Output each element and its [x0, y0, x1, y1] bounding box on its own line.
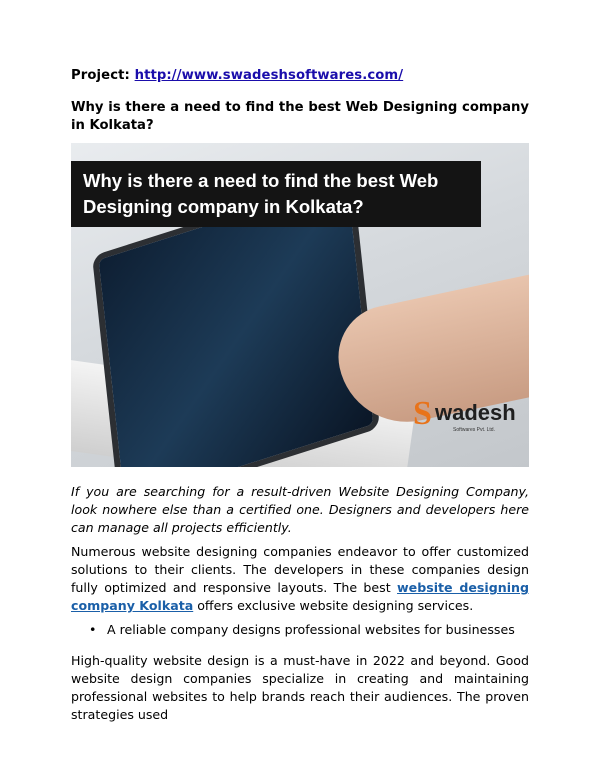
website-designing-company-link[interactable]: website designing company Kolkata — [71, 580, 529, 613]
page-heading: Why is there a need to find the best Web Designing company in Kolkata? — [71, 100, 529, 133]
project-line — [71, 68, 403, 83]
paragraph-2-before: Numerous website designing companies endeavor to offer customized solutions to their clients. The developers in these companies design fully optimized and responsive layouts. The best — [71, 544, 529, 595]
bullet-text: A reliable company designs professional websites for businesses — [107, 622, 515, 637]
hero-banner-line2: Designing company in Kolkata? — [83, 196, 364, 217]
logo-name: wadesh — [435, 400, 516, 425]
paragraph-3: High-quality website design is a must-have in 2022 and beyond. Good website design companies specialize in creating and maintaining professional websites to help brands reach their audiences. The proven strategies used — [71, 653, 529, 722]
bullet-dot-icon: • — [89, 622, 97, 637]
swadesh-logo — [411, 395, 521, 445]
hero-banner — [71, 161, 481, 227]
intro-paragraph: If you are searching for a result-driven Website Designing Company, look nowhere else than a certified one. Designers and developers here can manage all projects efficiently. — [71, 484, 529, 535]
paragraph-2-after: offers exclusive website designing services. — [193, 598, 474, 613]
logo-initial: S — [413, 395, 432, 432]
hero-image — [71, 143, 529, 467]
logo-subtitle: Softwares Pvt. Ltd. — [453, 427, 495, 433]
hero-banner-line1: Why is there a need to find the best Web — [83, 170, 439, 191]
project-url-link[interactable]: http://www.swadeshsoftwares.com/ — [134, 68, 404, 83]
paragraph-2 — [71, 543, 529, 615]
project-label: Project: — [71, 68, 130, 83]
bullet-item — [89, 621, 515, 639]
